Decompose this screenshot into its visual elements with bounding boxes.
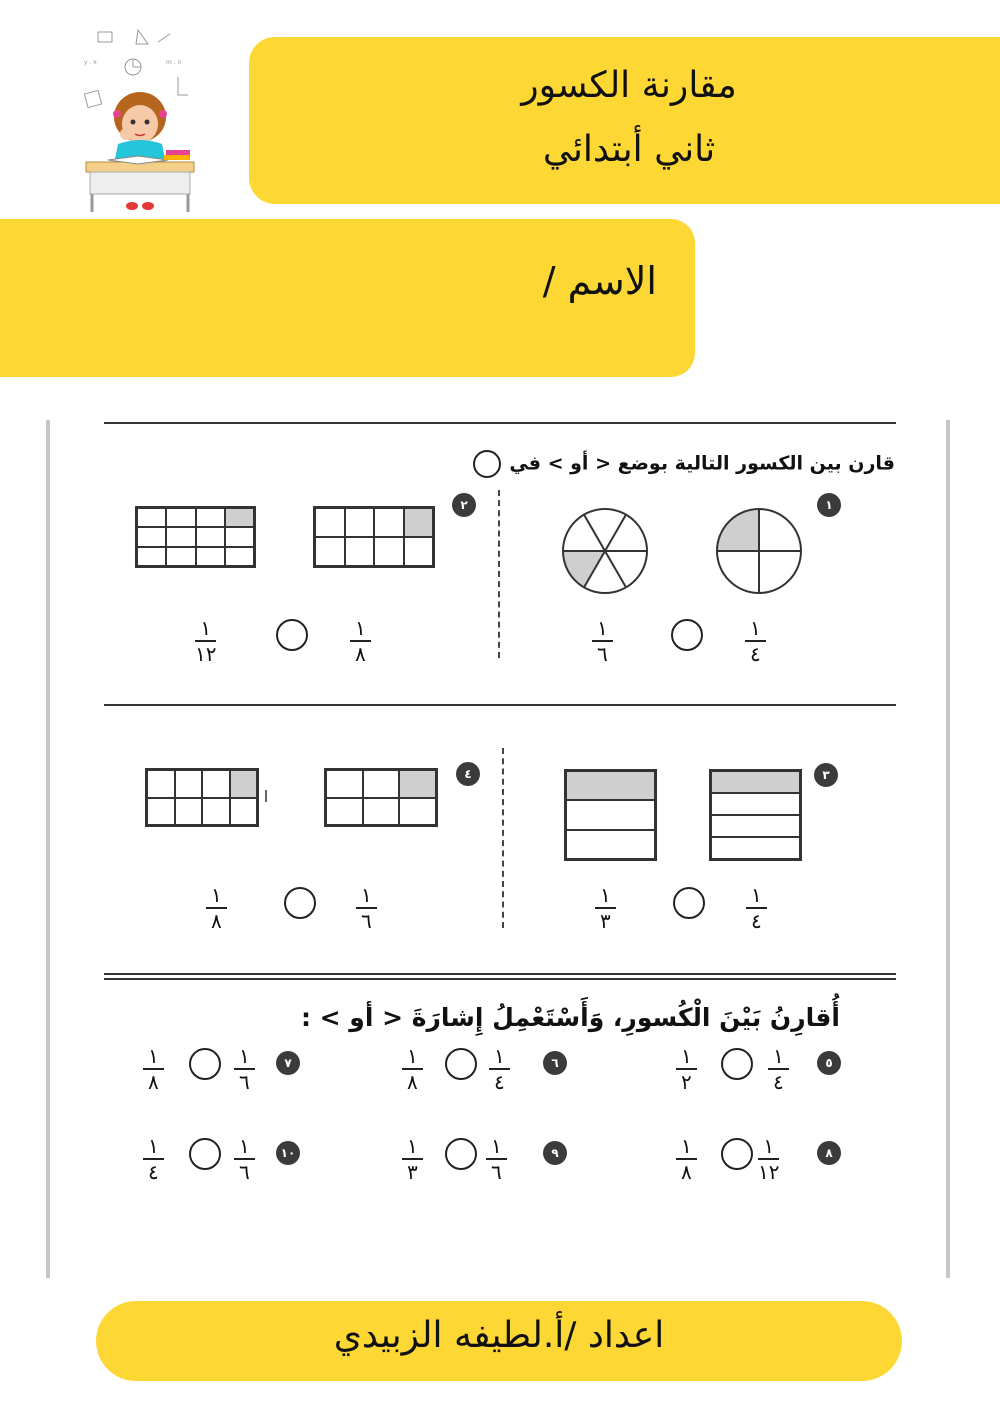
dashed-divider <box>502 748 504 928</box>
circle-quarters <box>715 507 803 595</box>
section-divider <box>104 973 896 975</box>
fraction: ١ ٦ <box>356 885 377 931</box>
fraction: ١ ٤ <box>143 1136 164 1182</box>
grid-eighths <box>145 768 259 827</box>
svg-text:y . x: y . x <box>84 59 97 66</box>
fraction: ١ ٦ <box>234 1136 255 1182</box>
student-illustration <box>78 22 203 214</box>
fraction: ١ ٨ <box>402 1046 423 1092</box>
middle-divider <box>104 704 896 706</box>
page-left-border <box>46 420 50 1278</box>
problem-badge: ٩ <box>543 1141 567 1165</box>
title-banner <box>249 37 1000 204</box>
fraction: ١ ٤ <box>745 618 766 664</box>
section-divider <box>104 978 896 980</box>
comparison-circle[interactable] <box>189 1048 221 1080</box>
fraction: ١ ٤ <box>768 1046 789 1092</box>
comparison-circle[interactable] <box>673 887 705 919</box>
comparison-circle[interactable] <box>445 1048 477 1080</box>
problem-badge: ٢ <box>452 493 476 517</box>
section1-instruction: قارن بين الكسور التالية بوضع < أو > في <box>473 450 895 478</box>
section2-instruction: أُقارِنُ بَيْنَ الْكُسورِ، وَأَسْتَعْمِلُ إِشارَةَ < أو > : <box>300 1003 840 1032</box>
problem-badge: ٥ <box>817 1051 841 1075</box>
grid-twelfths <box>135 506 256 568</box>
problem-badge: ١٠ <box>276 1141 300 1165</box>
fraction: ١ ٣ <box>402 1136 423 1182</box>
grid-sixths <box>324 768 438 827</box>
problem-badge: ٧ <box>276 1051 300 1075</box>
fraction: ١ ١٢ <box>758 1134 780 1184</box>
svg-text:m . n: m . n <box>166 59 182 66</box>
problem-badge: ١ <box>817 493 841 517</box>
grid-eighths <box>313 506 435 568</box>
author-credit: اعداد /أ.لطيفه الزبيدي <box>333 1315 665 1356</box>
comparison-circle[interactable] <box>721 1138 753 1170</box>
comparison-circle[interactable] <box>445 1138 477 1170</box>
fraction: ١ ٨ <box>676 1136 697 1182</box>
bar-fourths <box>709 769 802 861</box>
problem-badge: ٣ <box>814 763 838 787</box>
circle-sixths <box>561 507 649 595</box>
fraction: ١ ٢ <box>676 1046 697 1092</box>
fraction: ١ ٨ <box>350 618 371 664</box>
dashed-divider <box>498 490 500 658</box>
fraction: ١ ٦ <box>486 1136 507 1182</box>
problem-badge: ٤ <box>456 762 480 786</box>
fraction: ١ ٤ <box>489 1046 510 1092</box>
bar-thirds <box>564 769 657 861</box>
name-banner <box>0 219 695 377</box>
comparison-circle[interactable] <box>671 619 703 651</box>
comparison-circle[interactable] <box>284 887 316 919</box>
comparison-circle[interactable] <box>189 1138 221 1170</box>
fraction: ١ ٦ <box>234 1046 255 1092</box>
fraction: ١ ٦ <box>592 618 613 664</box>
comparison-circle[interactable] <box>276 619 308 651</box>
problem-badge: ٨ <box>817 1141 841 1165</box>
comparison-circle[interactable] <box>721 1048 753 1080</box>
fraction: ١ ٣ <box>595 885 616 931</box>
fraction: ١ ٨ <box>143 1046 164 1092</box>
worksheet-title: مقارنة الكسور <box>521 65 737 106</box>
problem-badge: ٦ <box>543 1051 567 1075</box>
fraction: ١ ٤ <box>746 885 767 931</box>
stray-mark <box>265 790 267 802</box>
name-label[interactable]: الاسم / <box>542 259 657 303</box>
top-divider <box>104 422 896 424</box>
fraction: ١ ٨ <box>206 885 227 931</box>
answer-circle-icon <box>473 450 501 478</box>
grade-label: ثاني أبتدائي <box>542 129 716 170</box>
page-right-border <box>946 420 950 1278</box>
fraction: ١ ١٢ <box>195 616 217 666</box>
credit-banner <box>96 1301 902 1381</box>
